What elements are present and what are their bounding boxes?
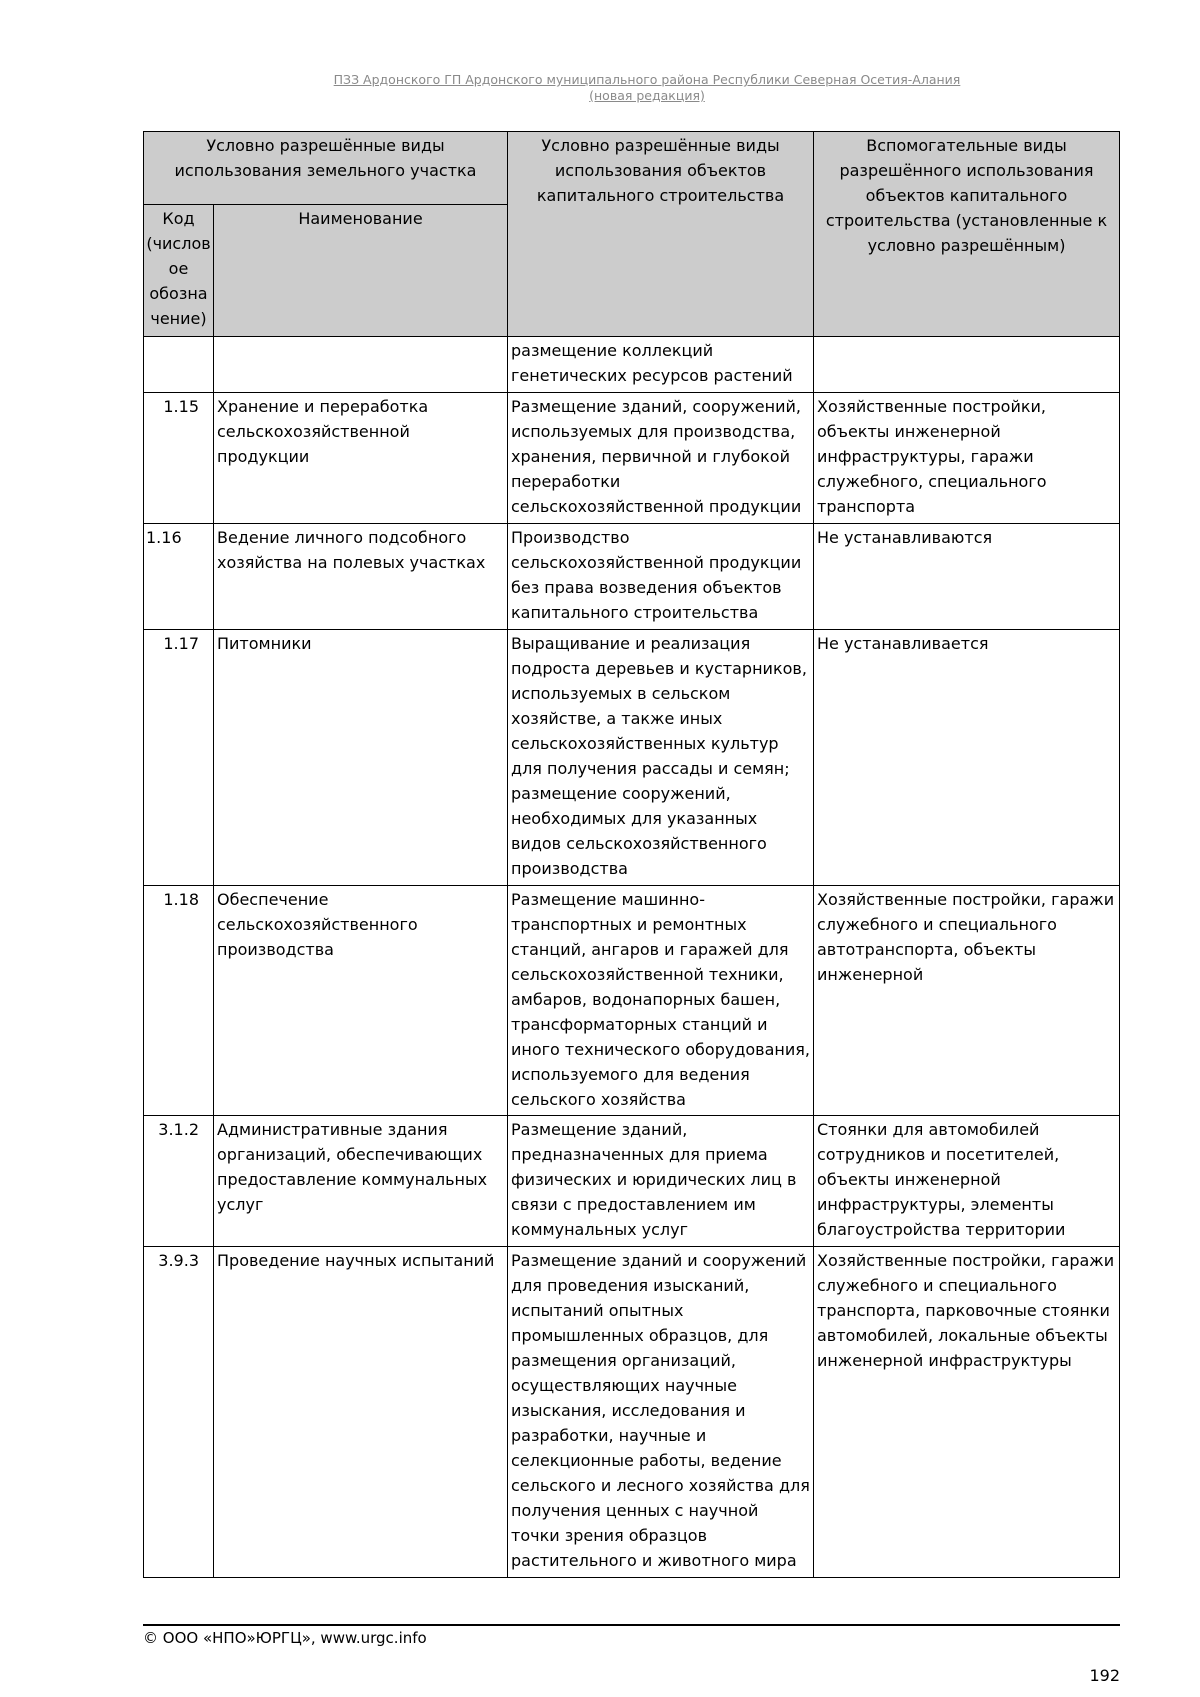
land-use-table <box>143 131 1120 1578</box>
cell-capital: Производство сельскохозяйственной продукции без права возведения объектов капитального строительства <box>508 524 814 630</box>
table-row <box>144 337 1120 393</box>
footer-copyright: © ООО «НПО»ЮРГЦ», www.urgc.info <box>143 1629 427 1647</box>
cell-code: 1.16 <box>144 524 214 630</box>
table-row <box>144 1247 1120 1578</box>
cell-capital: Размещение машинно-транспортных и ремонтных станций, ангаров и гаражей для сельскохозяйственной техники, амбаров, водонапорных башен, трансформаторных станций и иного технического оборудования, используемого для ведения сельского хозяйства <box>508 886 814 1116</box>
table-row <box>144 524 1120 630</box>
header-code: Код (числов ое обозна чение) <box>144 205 214 337</box>
running-header-line1: ПЗЗ Ардонского ГП Ардонского муниципального района Республики Северная Осетия-Алания <box>333 72 961 87</box>
page-number: 192 <box>1089 1666 1120 1685</box>
cell-code: 3.1.2 <box>144 1116 214 1247</box>
cell-name <box>214 337 508 393</box>
cell-code: 1.17 <box>144 630 214 886</box>
header-name: Наименование <box>214 205 508 337</box>
cell-name: Ведение личного подсобного хозяйства на полевых участках <box>214 524 508 630</box>
header-capital-use: Условно разрешённые виды использования объектов капитального строительства <box>508 132 814 337</box>
cell-capital: Размещение зданий и сооружений для проведения изысканий, испытаний опытных промышленных образцов, для размещения организаций, осуществляющих научные изыскания, исследования и разработки, научные и селекционные работы, ведение сельского и лесного хозяйства для получения ценных с научной точки зрения образцов растительного и животного мира <box>508 1247 814 1578</box>
cell-name: Проведение научных испытаний <box>214 1247 508 1578</box>
cell-code: 1.15 <box>144 393 214 524</box>
cell-auxiliary: Не устанавливаются <box>814 524 1120 630</box>
cell-capital: Размещение зданий, предназначенных для приема физических и юридических лиц в связи с предоставлением им коммунальных услуг <box>508 1116 814 1247</box>
cell-name: Обеспечение сельскохозяйственного производства <box>214 886 508 1116</box>
cell-auxiliary: Не устанавливается <box>814 630 1120 886</box>
table-row <box>144 1116 1120 1247</box>
header-land-use-group: Условно разрешённые виды использования земельного участка <box>144 132 508 205</box>
cell-code <box>144 337 214 393</box>
running-header-line2: (новая редакция) <box>589 88 705 103</box>
cell-capital: Размещение зданий, сооружений, используемых для производства, хранения, первичной и глубокой переработки сельскохозяйственной продукции <box>508 393 814 524</box>
cell-name: Административные здания организаций, обеспечивающих предоставление коммунальных услуг <box>214 1116 508 1247</box>
header-auxiliary-use: Вспомогательные виды разрешённого использования объектов капитального строительства (установленные к условно разрешённым) <box>814 132 1120 337</box>
cell-auxiliary: Хозяйственные постройки, гаражи служебного и специального автотранспорта, объекты инженерной <box>814 886 1120 1116</box>
cell-auxiliary: Хозяйственные постройки, объекты инженерной инфраструктуры, гаражи служебного, специального транспорта <box>814 393 1120 524</box>
cell-auxiliary: Стоянки для автомобилей сотрудников и посетителей, объекты инженерной инфраструктуры, элементы благоустройства территории <box>814 1116 1120 1247</box>
table-row <box>144 393 1120 524</box>
cell-auxiliary <box>814 337 1120 393</box>
cell-code: 3.9.3 <box>144 1247 214 1578</box>
cell-auxiliary: Хозяйственные постройки, гаражи служебного и специального транспорта, парковочные стоянки автомобилей, локальные объекты инженерной инфраструктуры <box>814 1247 1120 1578</box>
cell-name: Питомники <box>214 630 508 886</box>
cell-code: 1.18 <box>144 886 214 1116</box>
cell-capital: размещение коллекций генетических ресурсов растений <box>508 337 814 393</box>
cell-capital: Выращивание и реализация подроста деревьев и кустарников, используемых в сельском хозяйстве, а также иных сельскохозяйственных культур для получения рассады и семян; размещение сооружений, необходимых для указанных видов сельскохозяйственного производства <box>508 630 814 886</box>
table-row <box>144 630 1120 886</box>
running-header <box>130 72 1164 104</box>
cell-name: Хранение и переработка сельскохозяйственной продукции <box>214 393 508 524</box>
table-row <box>144 886 1120 1116</box>
footer-divider <box>143 1624 1120 1626</box>
